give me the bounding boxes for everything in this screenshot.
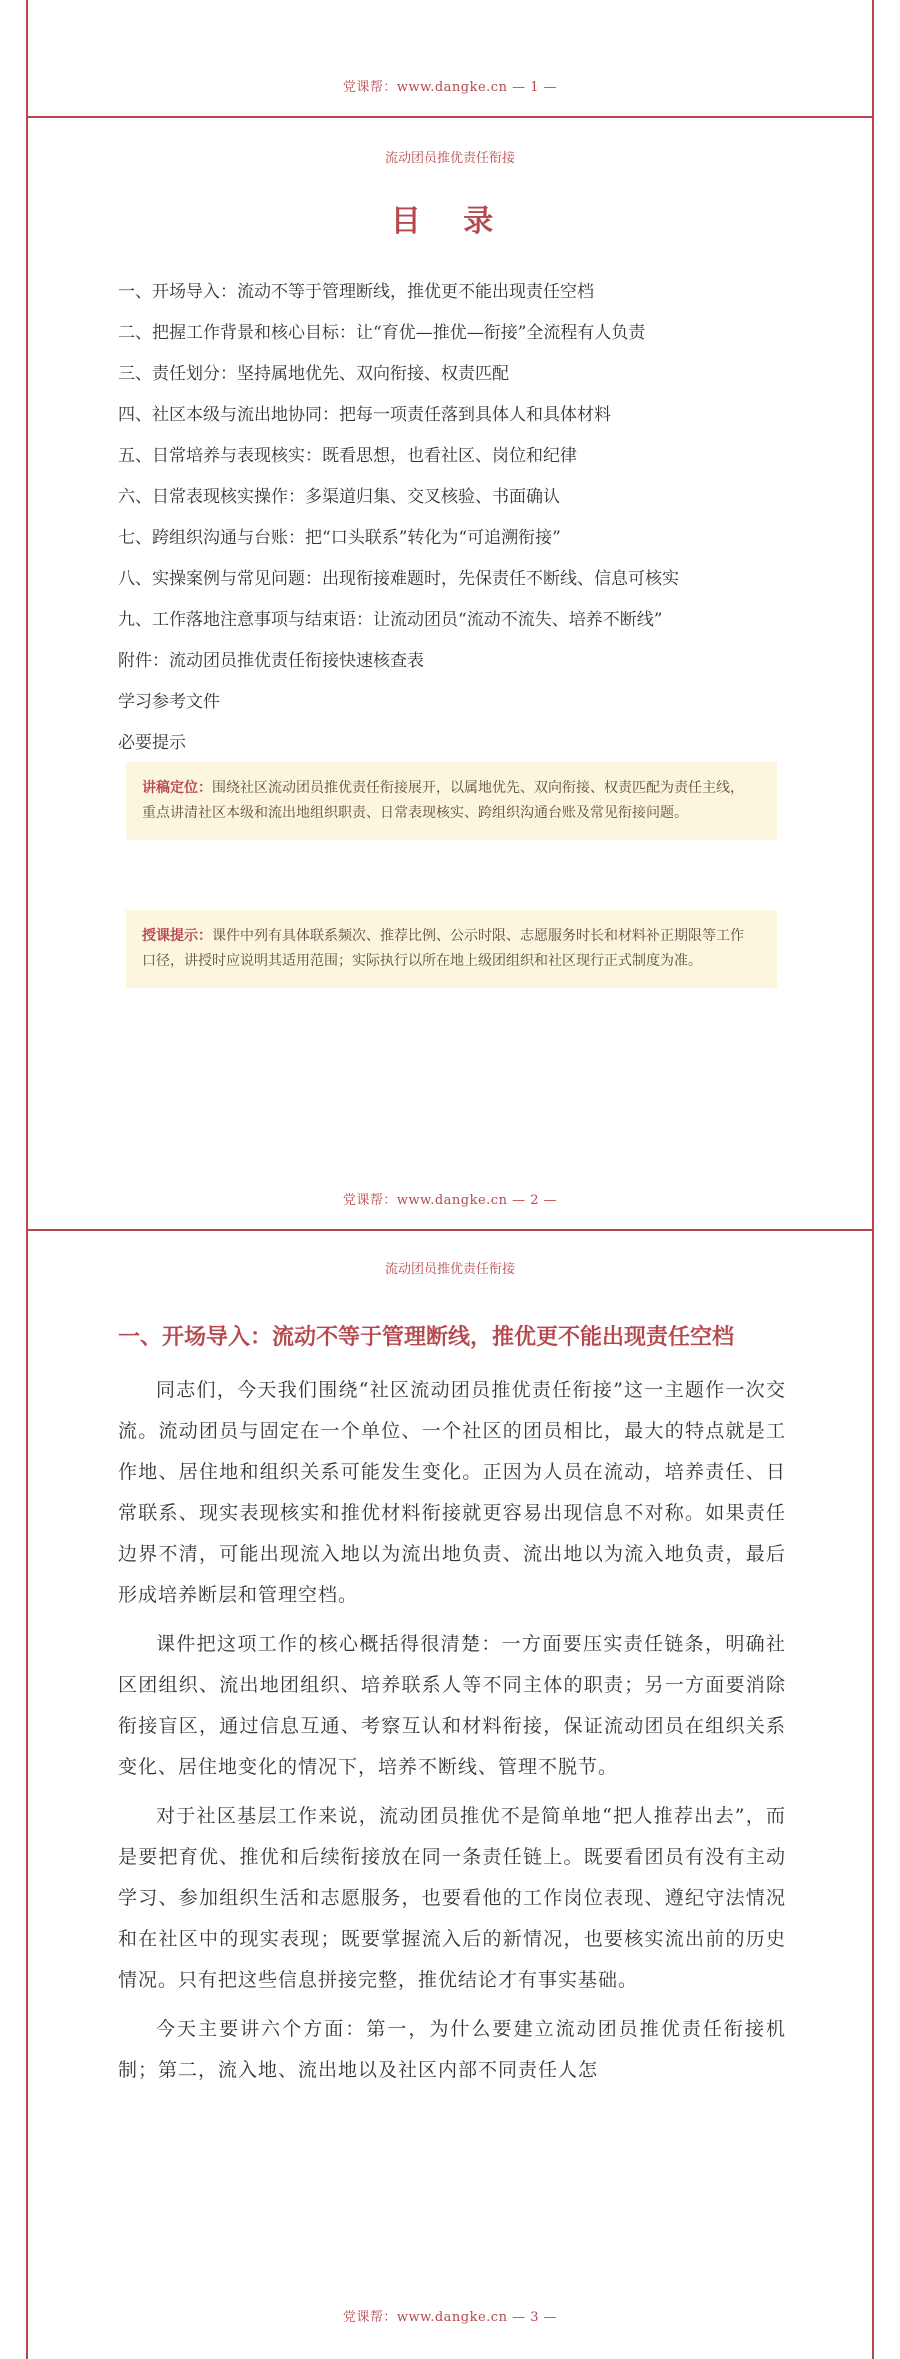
page-footer-3: 党课帮：www.dangke.cn — 3 — bbox=[342, 2310, 558, 2325]
toc-title: 目 录 bbox=[390, 204, 510, 239]
body-paragraph: 课件把这项工作的核心概括得很清楚：一方面要压实责任链条，明确社区团组织、流出地团组织、培养联系人等不同主体的职责；另一方面要消除衔接盲区，通过信息互通、考察互认和材料衔接，保证流动团员在组织关系变化、居住地变化的情况下，培养不断线、管理不脱节。 bbox=[118, 1633, 786, 1778]
note-text: 课件中列有具体联系频次、推荐比例、公示时限、志愿服务时长和材料补正期限等工作口径，讲授时应说明其适用范围；实际执行以所在地上级团组织和社区现行正式制度为准。 bbox=[142, 928, 744, 969]
note-text: 围绕社区流动团员推优责任衔接展开，以属地优先、双向衔接、权责匹配为责任主线，重点讲清社区本级和流出地组织职责、日常表现核实、跨组织沟通台账及常见衔接问题。 bbox=[142, 780, 744, 821]
toc-item[interactable]: 一、开场导入：流动不等于管理断线，推优更不能出现责任空档 bbox=[118, 282, 594, 302]
toc-item[interactable]: 七、跨组织沟通与台账：把“口头联系”转化为“可追溯衔接” bbox=[118, 528, 561, 548]
lecture-positioning-note bbox=[126, 762, 777, 840]
body-paragraph: 同志们，今天我们围绕“社区流动团员推优责任衔接”这一主题作一次交流。流动团员与固定在一个单位、一个社区的团员相比，最大的特点就是工作地、居住地和组织关系可能发生变化。正因为人员在流动，培养责任、日常联系、现实表现核实和推优材料衔接就更容易出现信息不对称。如果责任边界不清，可能出现流入地以为流出地负责、流出地以为流入地负责，最后形成培养断层和管理空档。 bbox=[118, 1379, 786, 1606]
note-label: 授课提示： bbox=[142, 928, 212, 944]
toc-item[interactable]: 二、把握工作背景和核心目标：让“育优—推优—衔接”全流程有人负责 bbox=[118, 323, 646, 343]
toc-item[interactable]: 九、工作落地注意事项与结束语：让流动团员“流动不流失、培养不断线” bbox=[118, 610, 663, 630]
running-head-page-3: 流动团员推优责任衔接 bbox=[384, 1262, 515, 1277]
page-border-left bbox=[26, 0, 28, 2359]
table-of-contents bbox=[118, 278, 818, 770]
toc-item[interactable]: 附件：流动团员推优责任衔接快速核查表 bbox=[118, 651, 424, 671]
page-divider-1 bbox=[26, 116, 874, 118]
teaching-tip-note bbox=[126, 910, 777, 988]
toc-item[interactable]: 六、日常表现核实操作：多渠道归集、交叉核验、书面确认 bbox=[118, 487, 560, 507]
toc-item[interactable]: 五、日常培养与表现核实：既看思想，也看社区、岗位和纪律 bbox=[118, 446, 577, 466]
page-footer-2: 党课帮：www.dangke.cn — 2 — bbox=[342, 1193, 558, 1208]
toc-item[interactable]: 三、责任划分：坚持属地优先、双向衔接、权责匹配 bbox=[118, 364, 509, 384]
body-paragraph: 对于社区基层工作来说，流动团员推优不是简单地“把人推荐出去”，而是要把育优、推优和后续衔接放在同一条责任链上。既要看团员有没有主动学习、参加组织生活和志愿服务，也要看他的工作岗位表现、遵纪守法情况和在社区中的现实表现；既要掌握流入后的新情况，也要核实流出前的历史情况。只有把这些信息拼接完整，推优结论才有事实基础。 bbox=[118, 1805, 786, 1991]
section-body bbox=[118, 1370, 786, 2099]
running-head-page-2: 流动团员推优责任衔接 bbox=[384, 151, 515, 166]
page-divider-2 bbox=[26, 1229, 874, 1231]
toc-item[interactable]: 八、实操案例与常见问题：出现衔接难题时，先保责任不断线、信息可核实 bbox=[118, 569, 679, 589]
page-border-right bbox=[872, 0, 874, 2359]
note-label: 讲稿定位： bbox=[142, 780, 212, 796]
body-paragraph: 今天主要讲六个方面：第一，为什么要建立流动团员推优责任衔接机制；第二，流入地、流出地以及社区内部不同责任人怎 bbox=[118, 2018, 786, 2081]
page-footer-1: 党课帮：www.dangke.cn — 1 — bbox=[342, 80, 558, 95]
toc-item[interactable]: 四、社区本级与流出地协同：把每一项责任落到具体人和具体材料 bbox=[118, 405, 611, 425]
toc-item[interactable]: 必要提示 bbox=[118, 733, 186, 753]
toc-item[interactable]: 学习参考文件 bbox=[118, 692, 220, 712]
section-heading: 一、开场导入：流动不等于管理断线，推优更不能出现责任空档 bbox=[118, 1325, 735, 1350]
